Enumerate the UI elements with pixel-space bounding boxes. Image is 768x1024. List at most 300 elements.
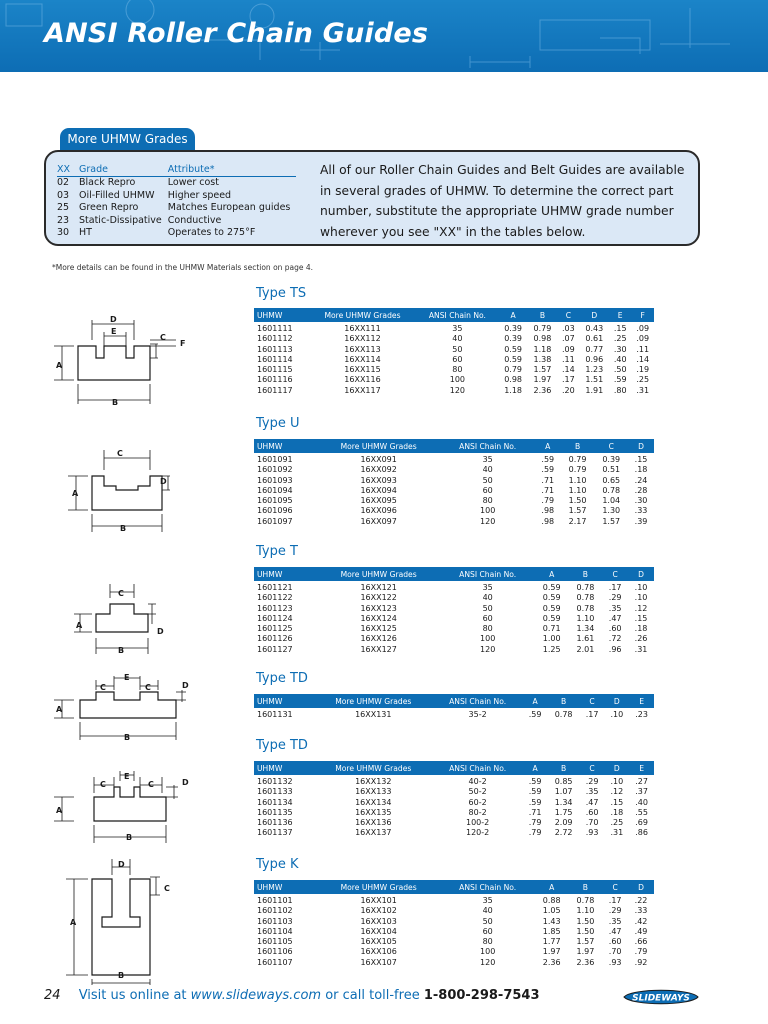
spec-table-k [254,880,654,968]
table-cell: 1601114 [257,354,293,364]
table-cell: 1.30 [602,506,621,516]
column-header: B [561,439,595,453]
diagram-type-t [0,574,250,664]
column-header: C [594,439,628,453]
table-cell: 2.36 [542,957,561,967]
table-cell: 0.85 [554,777,573,786]
table-cell: 1601122 [257,593,293,603]
diagram-k-label-c: C [164,884,170,893]
table-cell: 0.88 [542,896,561,905]
table-cell: .93 [608,957,622,967]
table-cell: .49 [634,926,648,936]
table-cell: 16XX092 [360,465,397,475]
table-row [254,818,654,828]
table-cell: 0.39 [504,324,523,333]
footer-call-text: or call toll-free [321,988,424,1003]
table-cell: .11 [636,344,650,354]
table-row [254,386,654,396]
table-row [254,593,654,603]
table-cell: 100 [480,506,496,516]
table-cell: 50 [482,603,493,613]
diagram-t-label-a: A [76,621,83,630]
table-row [254,496,654,506]
column-header: D [628,439,654,453]
table-cell: .33 [634,906,648,916]
column-header: More UHMW Grades [314,694,432,708]
table-cell: 0.98 [504,375,523,385]
column-header: D [604,694,629,708]
table-cell: .15 [634,613,648,623]
table-cell: 16XX091 [360,455,397,464]
table-cell: 16XX132 [355,777,392,786]
table-cell: 1.57 [576,937,595,947]
table-cell: 120-2 [465,828,490,838]
table-cell: 50 [482,475,493,485]
table-cell: .71 [541,485,555,495]
header-banner [0,0,768,72]
table-cell: .40 [635,797,648,807]
table-cell: .59 [528,787,542,797]
column-header: B [569,880,603,894]
table-cell: 60 [482,926,493,936]
table-cell: .25 [610,818,624,828]
table-cell: .15 [610,797,624,807]
section-title-ts: Type TS [256,286,307,301]
column-header: UHMW [254,308,309,322]
table-cell: 1.51 [585,375,604,385]
table-cell: 1601124 [257,613,293,623]
table-cell: 2.09 [554,818,573,828]
table-cell: 1601112 [257,334,293,344]
table-cell: 0.61 [585,334,604,344]
column-header: C [557,308,580,322]
table-cell: 16XX102 [360,906,397,916]
grade-code: 23 [57,214,70,226]
column-header: E [629,694,654,708]
table-cell: .23 [635,710,648,719]
grade-name: HT [79,227,92,239]
column-header: ANSI Chain No. [432,694,522,708]
diagram-u-label-a: A [72,489,79,498]
table-cell: .19 [636,365,650,375]
table-cell: 16XX107 [360,957,397,967]
footer-url-link[interactable]: www.slideways.com [190,988,322,1003]
table-row [254,798,654,808]
table-cell: 1601131 [257,710,293,719]
grade-attribute: Conductive [167,214,222,226]
table-cell: .59 [528,797,542,807]
table-row [254,614,654,624]
table-row [254,476,654,486]
table-cell: 1.10 [568,475,587,485]
table-cell: .31 [634,644,648,654]
table-cell: 1.34 [576,624,595,634]
table-cell: 16XX112 [344,334,381,344]
table-row [254,355,654,365]
table-cell: 40 [452,334,463,344]
table-cell: 2.17 [568,516,587,526]
table-cell: 0.78 [576,896,595,905]
table-cell: .11 [561,354,575,364]
table-cell: 16XX135 [355,807,392,817]
table-cell: 1601105 [257,937,293,947]
table-row [254,517,654,527]
table-cell: 50 [452,344,463,354]
grade-code: 03 [57,189,70,201]
table-cell: 16XX097 [360,516,397,526]
table-cell: .66 [634,937,648,947]
table-cell: 0.78 [576,583,595,592]
table-cell: 80 [482,624,493,634]
table-cell: .15 [634,455,648,464]
table-row [254,937,654,947]
table-cell: 1.50 [568,496,587,506]
table-cell: 2.36 [576,957,595,967]
table-row [254,581,654,593]
table-cell: .42 [634,916,648,926]
section-title-td-1: Type TD [256,671,308,686]
table-cell: 0.78 [554,710,573,719]
table-cell: 1.38 [533,354,552,364]
column-header: B [547,761,579,775]
column-header: B [547,694,579,708]
table-cell: 16XX113 [344,344,381,354]
table-row [254,624,654,634]
column-header: ANSI Chain No. [432,761,522,775]
table-cell: 1601125 [257,624,293,634]
table-cell: 100 [480,947,496,957]
table-cell: 16XX105 [360,937,397,947]
section-title-k: Type K [256,857,299,872]
table-cell: .59 [613,375,627,385]
table-cell: 16XX095 [360,496,397,506]
table-row [254,375,654,385]
table-cell: .14 [636,354,650,364]
table-cell: 1601095 [257,496,293,506]
table-cell: 0.43 [585,324,604,333]
table-cell: .70 [585,818,599,828]
table-cell: .80 [613,385,627,395]
table-cell: 2.72 [554,828,573,838]
diagram-ts-label-d: D [110,315,117,324]
spec-header-row [254,880,654,894]
table-cell: 1601091 [257,455,293,464]
table-cell: .17 [608,896,622,905]
spec-header-row [254,567,654,581]
grades-header-grade: Grade [79,164,168,177]
table-cell: .72 [608,634,622,644]
table-cell: 1.25 [542,644,561,654]
diagram-u-label-c: C [117,449,123,458]
table-cell: .71 [541,475,555,485]
grades-row [57,202,296,214]
diagram-ts-label-c: C [160,333,166,342]
table-cell: 1.91 [585,385,604,395]
table-cell: .17 [608,583,622,592]
table-cell: 0.79 [533,324,552,333]
table-row [254,787,654,797]
table-cell: 1.75 [554,807,573,817]
table-row [254,808,654,818]
column-header: D [580,308,609,322]
table-cell: .31 [610,828,624,838]
table-cell: .03 [561,324,575,333]
diagram-ts-label-f: F [180,339,186,348]
table-cell: .17 [585,710,599,719]
table-cell: 50 [482,916,493,926]
grade-code: 02 [57,177,70,189]
table-cell: 1601093 [257,475,293,485]
diagram-u-label-d: D [160,477,167,486]
grade-attribute: Higher speed [167,189,232,201]
table-cell: .59 [541,455,555,464]
table-cell: 1.57 [533,365,552,375]
table-cell: 16XX103 [360,916,397,926]
table-cell: 1601135 [257,807,293,817]
table-cell: 1.77 [542,937,561,947]
table-cell: .10 [634,583,648,592]
table-cell: 2.01 [576,644,595,654]
table-cell: 1.04 [602,496,621,506]
grade-code: 25 [57,202,70,214]
column-header: C [602,567,628,581]
table-cell: 40 [482,465,493,475]
table-cell: 2.36 [533,385,552,395]
grades-table [57,164,296,239]
table-cell: 1.97 [542,947,561,957]
table-cell: 0.79 [568,465,587,475]
table-cell: .79 [541,496,555,506]
table-cell: 16XX104 [360,926,397,936]
table-cell: .71 [528,807,542,817]
table-cell: .25 [636,375,650,385]
column-header: B [528,308,557,322]
page-number: 24 [44,988,61,1003]
table-cell: 1601133 [257,787,293,797]
table-cell: 1.00 [542,634,561,644]
footer [44,988,540,1003]
diagram-k-label-a: A [70,918,77,927]
table-cell: 1.18 [533,344,552,354]
footnote: *More details can be found in the UHMW Materials section on page 4. [52,263,314,272]
table-cell: 0.79 [568,455,587,464]
spec-table-t [254,567,654,655]
table-cell: .50 [613,365,627,375]
column-header: A [498,308,527,322]
table-cell: 1601121 [257,583,293,592]
table-cell: 1.43 [542,916,561,926]
table-cell: 60 [482,485,493,495]
table-cell: 35-2 [468,710,487,719]
table-cell: 16XX137 [355,828,392,838]
table-row [254,708,654,720]
table-cell: 0.59 [542,603,561,613]
table-cell: .27 [635,777,648,786]
table-cell: 0.96 [585,354,604,364]
table-cell: 35 [482,455,493,464]
table-cell: 16XX093 [360,475,397,485]
table-cell: 1601117 [257,385,293,395]
table-cell: .29 [608,593,622,603]
table-cell: .10 [634,593,648,603]
table-cell: .60 [608,624,622,634]
column-header: D [604,761,629,775]
table-cell: 0.78 [576,593,595,603]
diagram-td1-label-d: D [182,681,189,690]
grades-header-attribute: Attribute* [168,164,297,177]
table-cell: .37 [635,787,648,797]
column-header: UHMW [254,439,317,453]
diagram-td1-label-a: A [56,705,63,714]
table-cell: .35 [608,916,622,926]
table-cell: .24 [634,475,648,485]
grade-attribute: Matches European guides [167,202,291,214]
section-title-u: Type U [256,416,300,431]
table-cell: 16XX131 [355,710,392,719]
table-row [254,927,654,937]
table-cell: .96 [608,644,622,654]
table-cell: 1.05 [542,906,561,916]
table-cell: .12 [610,787,624,797]
table-cell: .30 [634,496,648,506]
table-cell: .09 [636,334,650,344]
table-cell: .47 [608,926,622,936]
grades-row [57,190,296,202]
table-cell: 80 [452,365,463,375]
column-header: F [631,308,654,322]
grade-code: 30 [57,227,70,239]
table-cell: 60-2 [468,797,487,807]
column-header: ANSI Chain No. [441,880,535,894]
column-header: D [628,567,654,581]
column-header: More UHMW Grades [317,567,441,581]
grades-row [57,215,296,227]
table-cell: 0.98 [533,334,552,344]
diagram-td1-label-c-right: C [145,683,151,692]
table-cell: 16XX125 [360,624,397,634]
table-cell: 120 [449,385,466,395]
table-cell: 35 [482,583,493,592]
table-cell: 1601115 [257,365,293,375]
grades-header-row [57,164,296,177]
section-title-t: Type T [256,544,298,559]
table-cell: 0.59 [542,593,561,603]
table-cell: .79 [528,818,542,828]
table-cell: .09 [636,324,650,333]
table-row [254,506,654,516]
table-cell: 120 [480,957,496,967]
table-cell: 16XX124 [360,613,397,623]
column-header: A [523,761,548,775]
table-cell: 1.10 [576,906,595,916]
grades-tab: More UHMW Grades [60,128,195,150]
table-row [254,828,654,838]
table-cell: 120 [480,516,496,526]
table-cell: 1601097 [257,516,293,526]
spec-table-ts [254,308,654,396]
column-header: ANSI Chain No. [416,308,498,322]
table-cell: .20 [561,385,575,395]
column-header: E [609,308,632,322]
table-cell: 1601123 [257,603,293,613]
table-cell: 100-2 [465,818,490,828]
table-cell: 1.57 [568,506,587,516]
table-cell: 120 [480,644,496,654]
diagram-t-label-b: B [118,646,125,655]
table-cell: 1.57 [602,516,621,526]
table-cell: .47 [585,797,599,807]
table-cell: .18 [634,624,648,634]
table-cell: .18 [634,465,648,475]
table-cell: 0.39 [504,334,523,344]
table-cell: 0.59 [542,613,561,623]
table-cell: .39 [634,516,648,526]
table-row [254,345,654,355]
table-row [254,453,654,465]
footer-visit-text: Visit us online at [78,988,191,1003]
table-cell: 80 [482,937,493,947]
diagram-td2-label-b: B [126,833,133,842]
table-cell: 1601111 [257,324,293,333]
table-cell: 16XX101 [360,896,397,905]
diagram-type-k [0,855,250,985]
table-cell: 16XX121 [360,583,397,592]
table-cell: 1.97 [533,375,552,385]
table-cell: .35 [585,787,599,797]
table-cell: .26 [634,634,648,644]
table-cell: 1601107 [257,957,293,967]
table-row [254,906,654,916]
table-cell: 1601094 [257,485,293,495]
table-cell: 80 [482,496,493,506]
diagram-u-label-b: B [120,524,127,533]
grades-description: All of our Roller Chain Guides and Belt Guides are available in several grades of UHMW. To determine the correct part number, substitute the appropriate UHMW grade number wherever you see "XX" in the tables below. [320,163,685,239]
table-cell: 1601092 [257,465,293,475]
table-cell: 16XX116 [344,375,381,385]
table-row [254,604,654,614]
column-header: UHMW [254,761,314,775]
table-cell: 0.65 [602,475,621,485]
grade-name: Black Repro [79,177,136,189]
grades-row [57,177,296,190]
diagram-ts-label-e: E [111,327,117,336]
diagram-type-td-1 [0,668,250,743]
grades-header-xx: XX [57,164,79,177]
table-cell: .92 [634,957,648,967]
section-title-td-2: Type TD [256,738,308,753]
table-cell: 16XX134 [355,797,392,807]
column-header: C [580,761,605,775]
table-cell: 1601102 [257,906,293,916]
table-cell: 0.78 [576,603,595,613]
column-header: ANSI Chain No. [441,439,535,453]
table-cell: .79 [634,947,648,957]
table-cell: .79 [528,828,542,838]
diagram-td2-label-a: A [56,806,63,815]
column-header: More UHMW Grades [314,761,432,775]
diagram-t-label-d: D [157,627,164,636]
logo-text: SLIDEWAYS [632,993,690,1004]
column-header: UHMW [254,567,317,581]
column-header: ANSI Chain No. [441,567,535,581]
slideways-logo [622,986,700,1008]
table-cell: 0.77 [585,344,604,354]
diagram-k-label-b: B [118,971,125,980]
diagram-td2-label-e: E [124,772,130,781]
column-header: E [629,761,654,775]
table-row [254,322,654,334]
table-cell: 16XX122 [360,593,397,603]
